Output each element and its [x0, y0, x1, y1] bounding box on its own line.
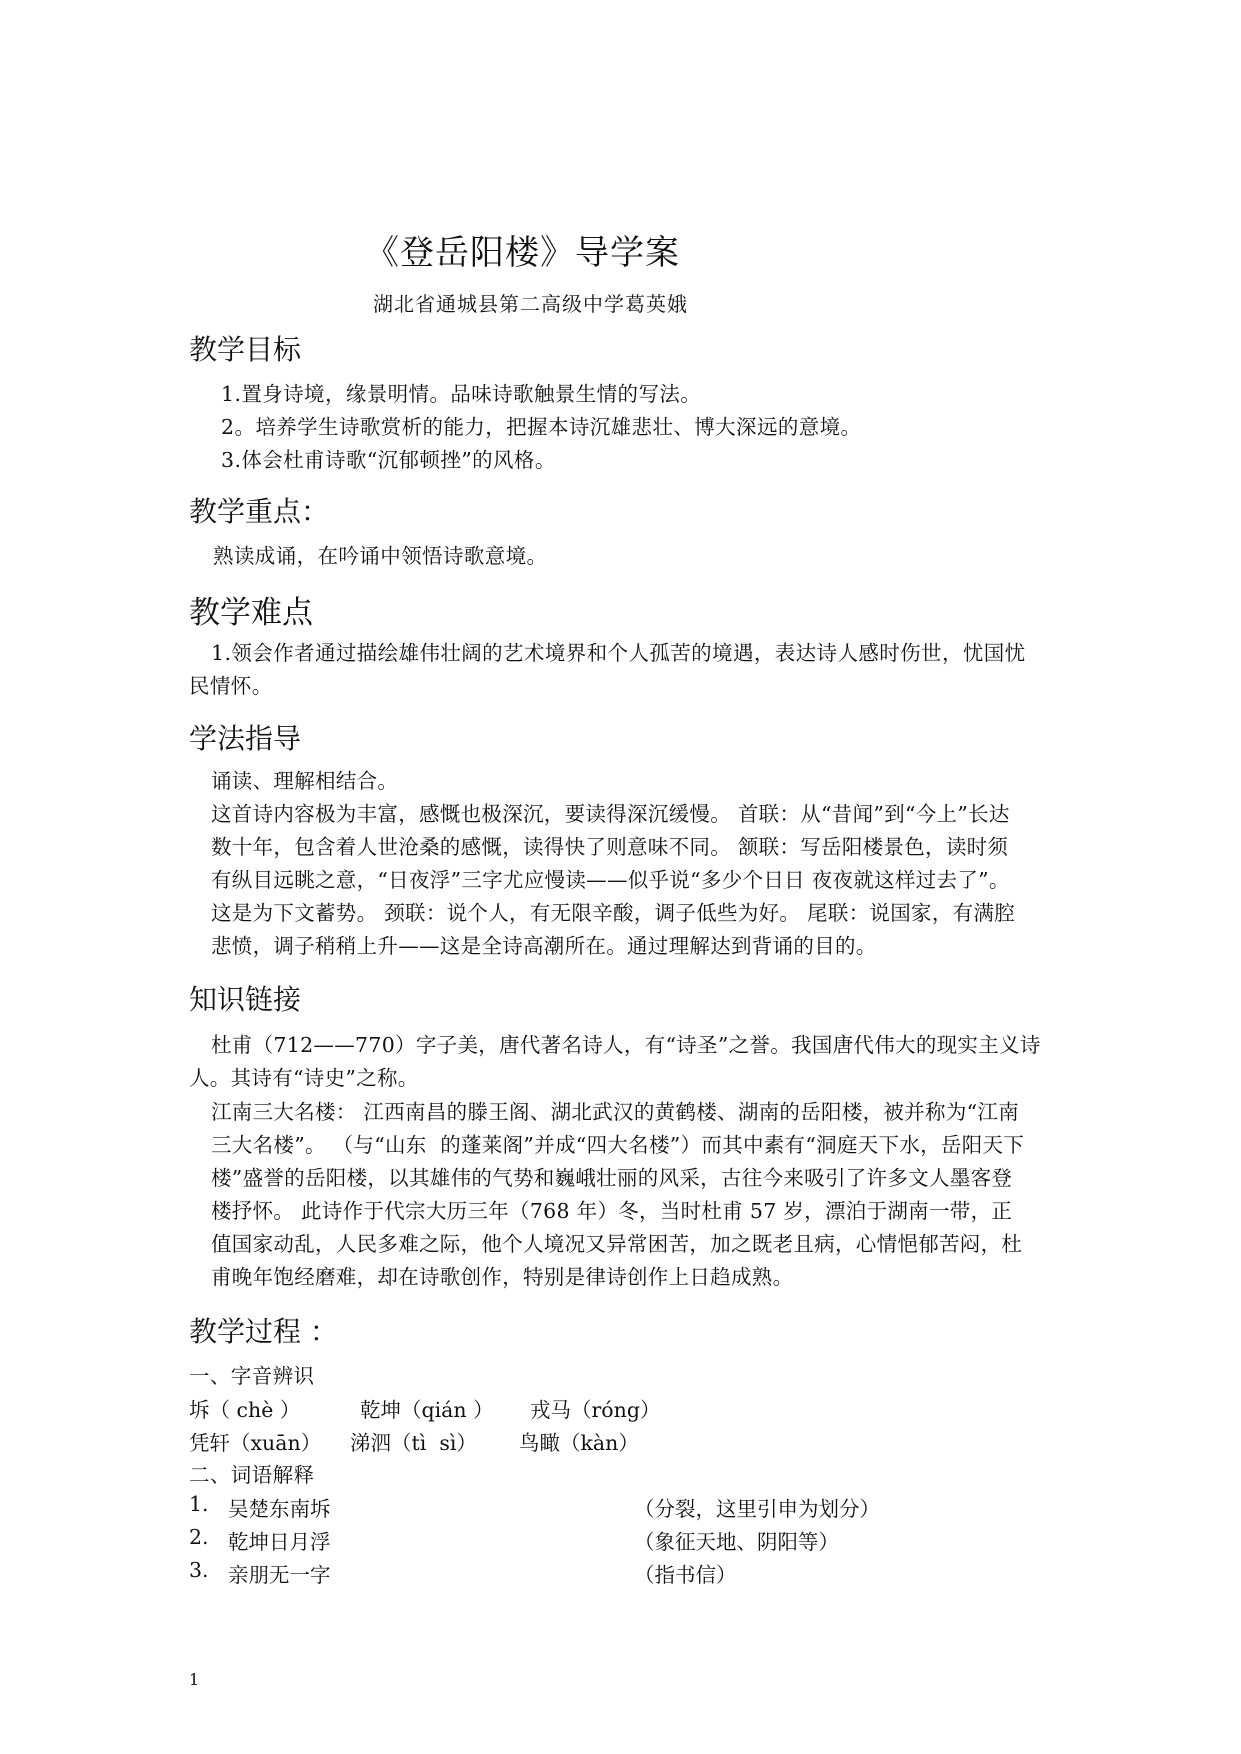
document-author: 湖北省通城县第二高级中学葛英娥 [373, 292, 688, 316]
key-points-text: 熟读成诵，在吟诵中领悟诗歌意境。 [213, 544, 548, 568]
knowledge-line: 杜甫（712——770）字子美，唐代著名诗人，有“诗圣”之誉。我国唐代伟大的现实主义诗 [211, 1033, 1041, 1057]
pronunciation-item: 涕泗（tì sì） [350, 1431, 477, 1455]
goals-heading: 教学目标 [189, 333, 302, 366]
method-line: 诵读、理解相结合。 [211, 769, 399, 793]
pronunciation-item: 鸟瞰（kàn） [519, 1431, 639, 1455]
difficulties-heading: 教学难点 [189, 595, 313, 631]
pronunciation-item: 戎马（róng） [530, 1398, 661, 1422]
pronunciation-item: 乾坤（qián ） [360, 1398, 494, 1422]
knowledge-line: 三大名楼”。 （与“山东 的蓬莱阁”并成“四大名楼”）而其中素有“洞庭天下水，岳阳天下 [211, 1133, 1025, 1157]
method-line: 有纵目远眺之意，“日夜浮”三字尤应慢读——似乎说“多少个日日 夜夜就这样过去了”。 [211, 868, 1010, 892]
knowledge-line: 值国家动乱，人民多难之际，他个人境况又异常困苦，加之既老且病，心情悒郁苦闷，杜 [211, 1232, 1023, 1256]
knowledge-line: 楼”盛誉的岳阳楼，以其雄伟的气势和巍峨壮丽的风采，古往今来吸引了许多文人墨客登 [211, 1166, 1013, 1190]
key-points-heading: 教学重点： [189, 495, 330, 528]
method-heading: 学法指导 [189, 722, 302, 755]
knowledge-line: 江南三大名楼： 江西南昌的滕王阁、湖北武汉的黄鹤楼、湖南的岳阳楼，被并称为“江南 [211, 1100, 1019, 1124]
document-title: 《登岳阳楼》导学案 [365, 233, 680, 273]
knowledge-line: 人。其诗有“诗史”之称。 [189, 1066, 419, 1090]
method-line: 这是为下文蓄势。 颈联：说个人，有无限辛酸，调子低些为好。 尾联：说国家，有满腔 [211, 901, 1016, 925]
vocabulary-section-title: 二、词语解释 [189, 1463, 315, 1487]
page-number: 1 [189, 1670, 200, 1689]
pronunciation-section-title: 一、字音辨识 [189, 1364, 315, 1388]
goal-item: 3.体会杜甫诗歌“沉郁顿挫”的风格。 [221, 448, 556, 472]
term-word: 亲朋无一字 [228, 1563, 331, 1587]
difficulties-line: 民情怀。 [189, 674, 273, 698]
term-word: 吴楚东南坼 [228, 1497, 331, 1521]
term-meaning: （分裂，这里引申为划分） [634, 1497, 880, 1521]
knowledge-line: 楼抒怀。 此诗作于代宗大历三年（768 年）冬，当时杜甫 57 岁，漂泊于湖南一带，正 [211, 1199, 1013, 1223]
term-meaning: （指书信） [634, 1563, 737, 1587]
knowledge-line: 甫晚年饱经磨难，却在诗歌创作，特别是律诗创作上日趋成熟。 [211, 1265, 794, 1289]
term-number: 1. [189, 1492, 209, 1516]
method-line: 悲愤，调子稍稍上升——这是全诗高潮所在。通过理解达到背诵的目的。 [211, 934, 877, 958]
difficulties-line: 1.领会作者通过描绘雄伟壮阔的艺术境界和个人孤苦的境遇，表达诗人感时伤世，忧国忧 [211, 641, 1026, 665]
term-number: 2. [189, 1525, 209, 1549]
process-heading: 教学过程 ： [189, 1315, 338, 1348]
goal-item: 1.置身诗境，缘景明情。品味诗歌触景生情的写法。 [221, 382, 702, 406]
term-number: 3. [189, 1558, 209, 1582]
pronunciation-item: 坼（ chè ） [189, 1398, 301, 1422]
term-word: 乾坤日月浮 [228, 1530, 331, 1554]
knowledge-heading: 知识链接 [189, 983, 302, 1016]
method-line: 这首诗内容极为丰富，感慨也极深沉，要读得深沉缓慢。 首联：从“昔闻”到“今上”长达 [211, 802, 1010, 826]
pronunciation-item: 凭轩（xuān） [189, 1431, 322, 1455]
term-meaning: （象征天地、阴阳等） [634, 1530, 839, 1554]
goal-item: 2。培养学生诗歌赏析的能力，把握本诗沉雄悲壮、博大深远的意境。 [221, 415, 862, 439]
method-line: 数十年，包含着人世沧桑的感慨，读得快了则意味不同。 颔联：写岳阳楼景色，读时须 [211, 835, 1009, 859]
